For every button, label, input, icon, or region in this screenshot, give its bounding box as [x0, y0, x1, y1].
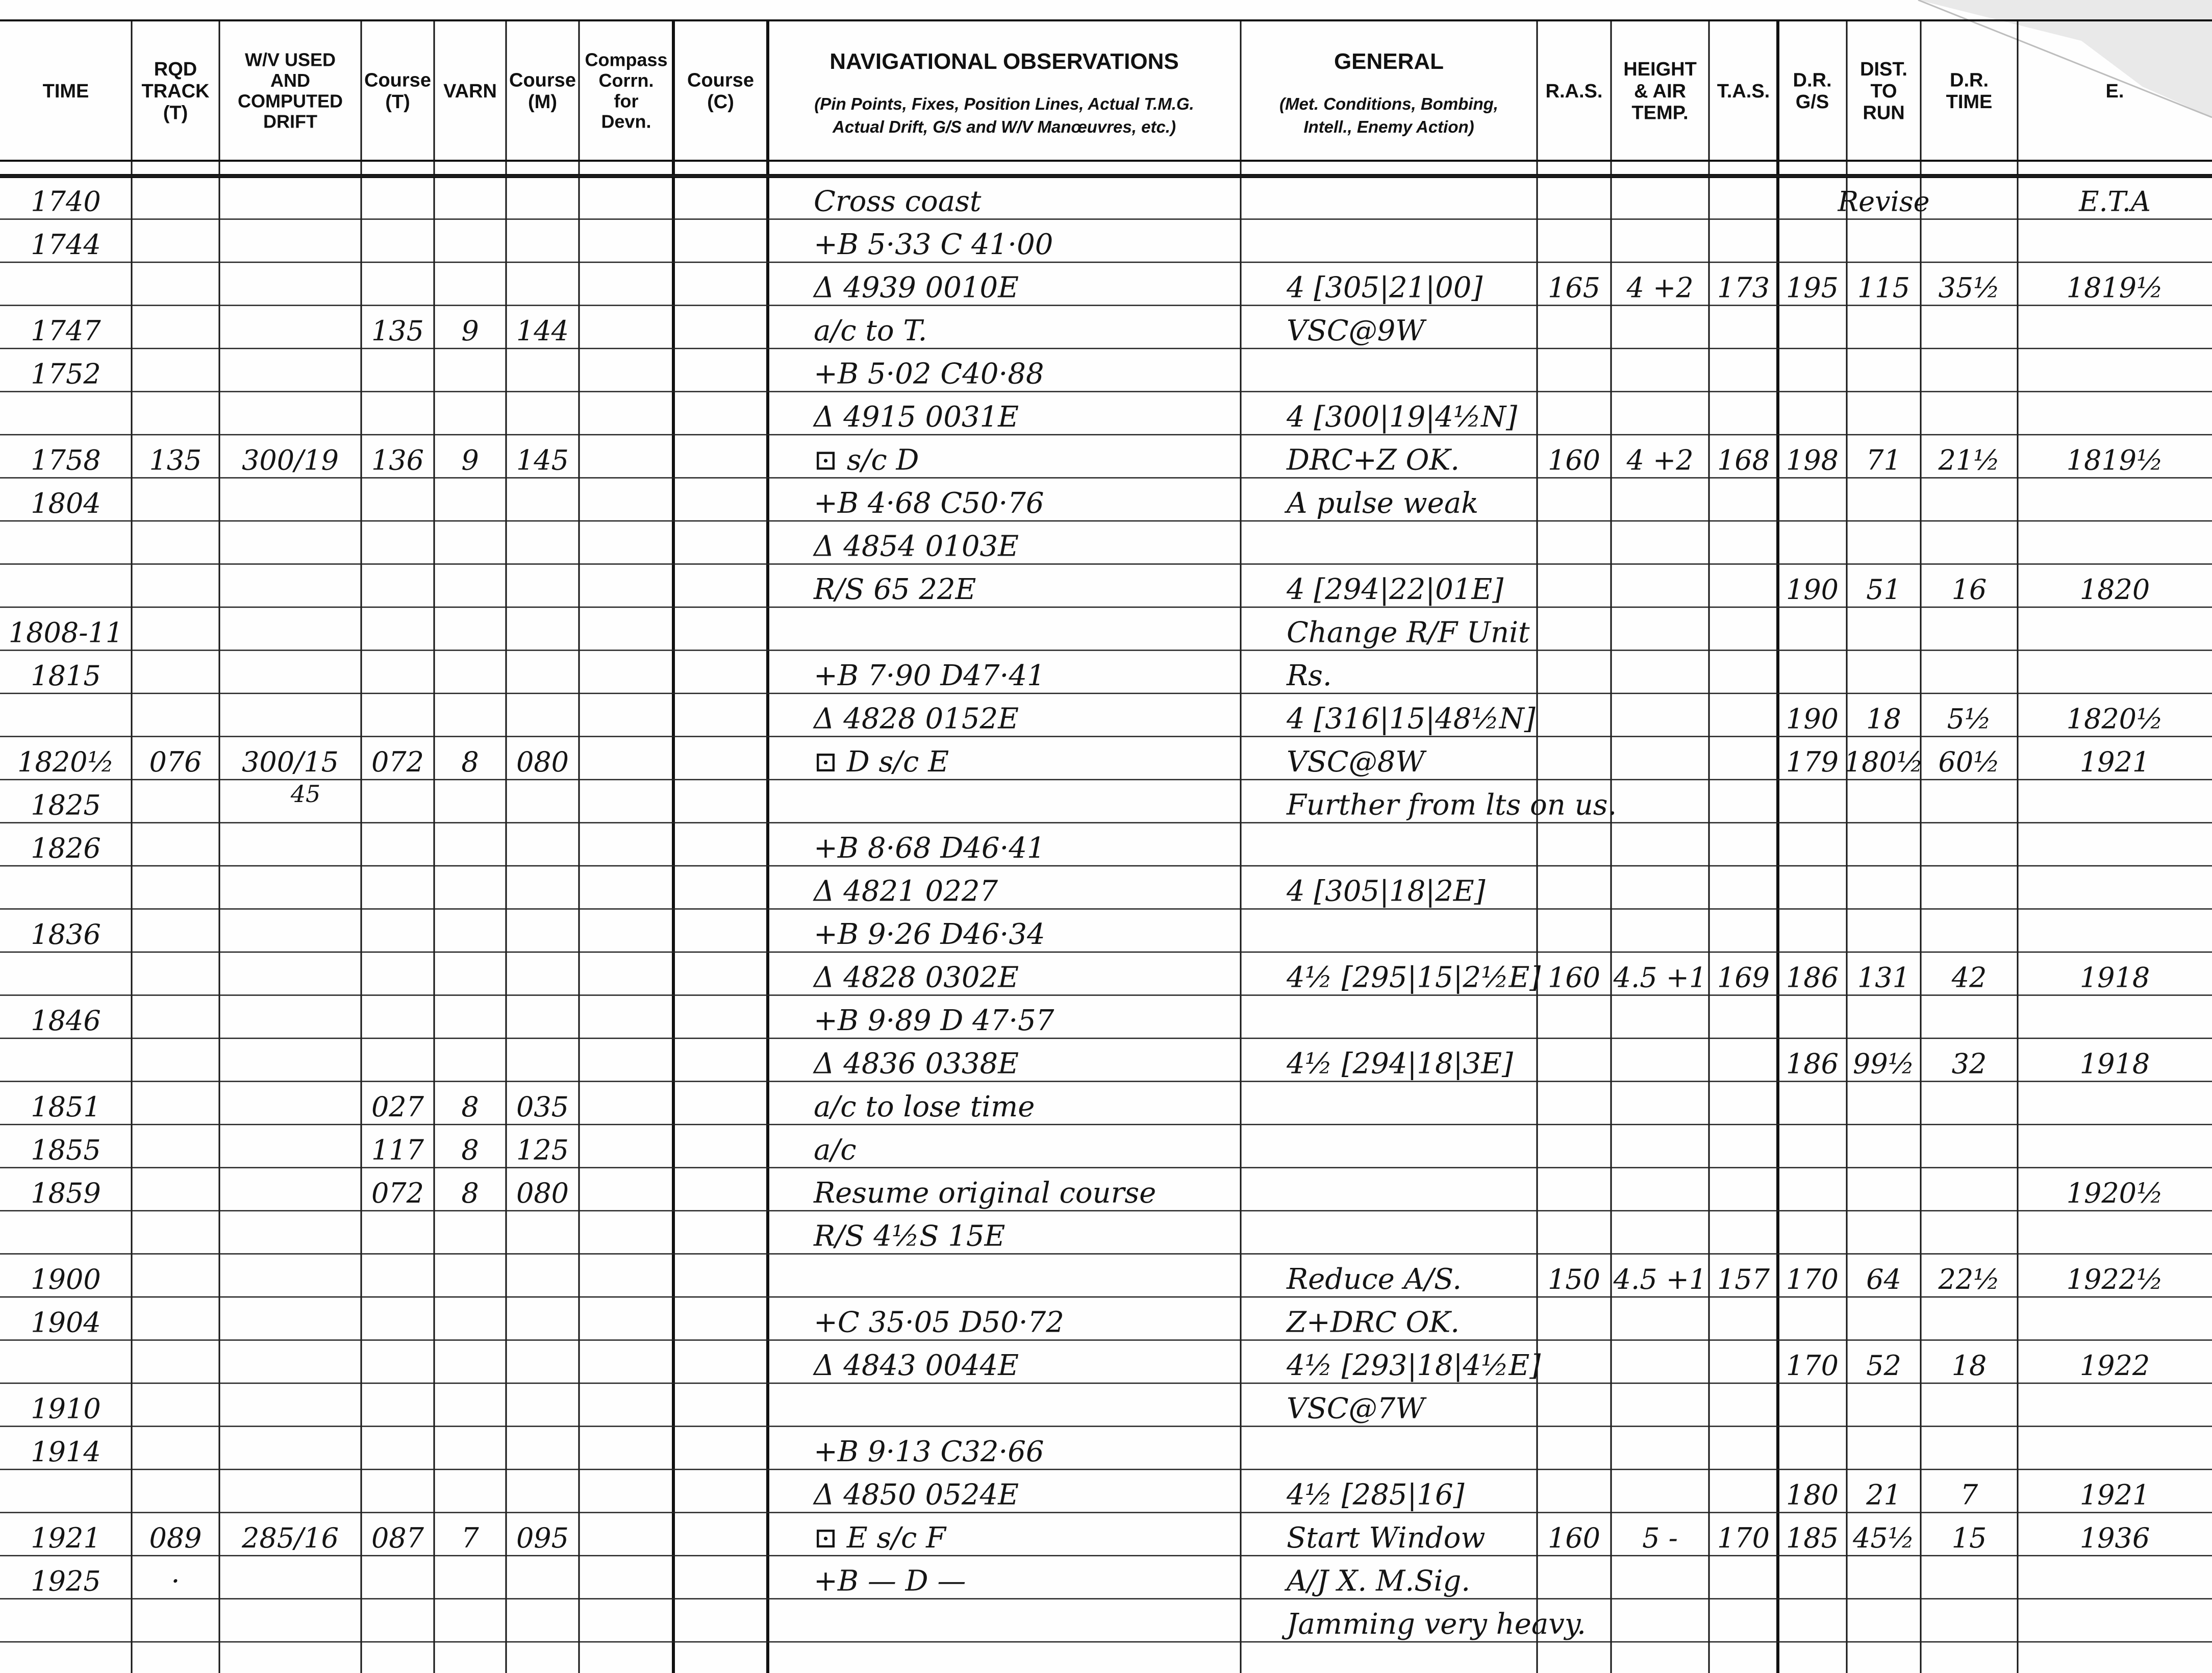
entry-dr_time: 5½ — [1947, 703, 1992, 735]
entry-course_m: 095 — [516, 1522, 569, 1554]
entry-drgs: 185 — [1786, 1522, 1839, 1554]
entry-wv: 300/19 — [242, 444, 339, 477]
entry-time: 1925 — [31, 1565, 101, 1597]
entry-drgs: 190 — [1786, 703, 1839, 735]
entry-varn: 8 — [461, 1134, 479, 1166]
entry-nav: Δ 4915 0031E — [814, 401, 1019, 434]
entry-height: 5 - — [1642, 1522, 1678, 1554]
entry-nav: +B 5·33 C 41·00 — [814, 228, 1053, 261]
entry-time: 1804 — [31, 487, 101, 519]
header-wv: W/V USED — [244, 49, 336, 70]
entry-gen: 4½ [293|18|4½E] — [1287, 1349, 1541, 1382]
entry-drgs: 180 — [1786, 1479, 1839, 1511]
header-nav-subtitle: (Pin Points, Fixes, Position Lines, Actual T.M.G. — [814, 94, 1194, 113]
entry-gen: Z+DRC OK. — [1287, 1306, 1460, 1339]
entry-time: 1825 — [31, 789, 101, 821]
header-drgs: G/S — [1795, 91, 1829, 113]
entry-eta: 1921 — [2079, 1479, 2150, 1511]
entry-eta: 1918 — [2079, 961, 2150, 994]
entry-eta: 1936 — [2079, 1522, 2150, 1554]
entry-dist: 99½ — [1852, 1047, 1915, 1080]
entry-nav: Δ 4828 0302E — [814, 961, 1019, 994]
header-rqd: TRACK — [141, 80, 210, 102]
entry-drgs: 179 — [1786, 746, 1839, 778]
entry-gen: VSC@7W — [1287, 1392, 1425, 1426]
entry-drgs: 170 — [1786, 1350, 1839, 1382]
header-dr_time: TIME — [1946, 91, 1993, 113]
entry-height: 4.5 +1 — [1613, 1263, 1707, 1295]
entry-course_t: 087 — [371, 1522, 424, 1554]
entry-height: 4 +2 — [1626, 271, 1694, 304]
entry-time: 1851 — [31, 1091, 101, 1123]
entry-nav: Δ 4821 0227 — [814, 875, 998, 908]
entry-nav: Δ 4850 0524E — [814, 1478, 1019, 1512]
entry-nav: a/c to lose time — [814, 1090, 1035, 1123]
entry-varn: 7 — [461, 1522, 479, 1554]
entry-course_m: 145 — [516, 444, 569, 477]
entry-height: 4.5 +1 — [1613, 961, 1707, 994]
entry-gen: Rs. — [1287, 659, 1332, 692]
entry-course_t: 072 — [371, 746, 424, 778]
entry-course_m: 144 — [516, 315, 569, 347]
entry-dist: 52 — [1866, 1350, 1901, 1382]
entry-eta: 1819½ — [2066, 444, 2164, 477]
entry-nav: ⊡ s/c D — [814, 443, 919, 477]
header-dist: RUN — [1863, 102, 1905, 124]
entry-dr_time: 21½ — [1938, 444, 2000, 477]
entry-tas: 168 — [1717, 444, 1770, 477]
header-compass: Compass — [585, 49, 668, 70]
entry-time: 1747 — [31, 315, 101, 347]
entry-time: 1859 — [31, 1177, 101, 1209]
entry-time: 1808-11 — [8, 616, 123, 649]
entry-drgs: 190 — [1786, 573, 1839, 606]
entry-varn: 9 — [461, 444, 479, 477]
entry-gen: 4 [294|22|01E] — [1287, 573, 1504, 606]
header-gen-subtitle: (Met. Conditions, Bombing, — [1279, 94, 1498, 113]
entry-time: 1820½ — [17, 746, 114, 778]
entry-dist: 180½ — [1844, 746, 1924, 778]
header-nav-title: NAVIGATIONAL OBSERVATIONS — [830, 49, 1179, 74]
entry-dist: 64 — [1866, 1263, 1901, 1295]
entry-gen: A/J X. M.Sig. — [1287, 1564, 1471, 1598]
entry-eta: 1918 — [2079, 1047, 2150, 1080]
header-nav-subtitle: Actual Drift, G/S and W/V Manœuvres, etc.) — [833, 117, 1176, 136]
entry-gen: 4½ [295|15|2½E] — [1287, 961, 1541, 994]
entry-dr_time: 35½ — [1938, 271, 2000, 304]
entry-course_m: 080 — [516, 1177, 569, 1209]
entry-nav: +B 9·89 D 47·57 — [814, 1004, 1054, 1037]
entry-course_t: 135 — [371, 315, 424, 347]
entry-time: 1758 — [31, 444, 101, 477]
entry-nav: +B 5·02 C40·88 — [814, 357, 1044, 391]
entry-varn: 9 — [461, 315, 479, 347]
entry-course_m: 035 — [516, 1091, 569, 1123]
header-rqd: RQD — [154, 59, 197, 81]
header-height: HEIGHT — [1623, 59, 1697, 81]
entry-ras: 160 — [1547, 961, 1601, 994]
entry-course_t: 136 — [371, 444, 424, 477]
entry-eta: 1922 — [2079, 1350, 2150, 1382]
entry-height: 4 +2 — [1626, 444, 1694, 477]
entry-nav: +B 7·90 D47·41 — [814, 659, 1045, 692]
entry-dr_time: 7 — [1960, 1479, 1978, 1511]
entry-nav: +C 35·05 D50·72 — [814, 1306, 1064, 1339]
entry-tas: 170 — [1717, 1522, 1770, 1554]
entry-dr_time: 60½ — [1938, 746, 2000, 778]
header-wv: COMPUTED — [238, 90, 343, 112]
entry-eta: 1820 — [2079, 573, 2150, 606]
entry-nav: +B 4·68 C50·76 — [814, 487, 1044, 520]
entry-time: 1910 — [31, 1392, 101, 1425]
entry-ras: 165 — [1547, 271, 1601, 304]
entry-rqd: · — [171, 1565, 180, 1597]
entry-nav: Δ 4828 0152E — [814, 702, 1019, 736]
header-course_t: (T) — [385, 91, 410, 113]
header-height: & AIR — [1633, 80, 1687, 102]
header-tas: T.A.S. — [1717, 80, 1770, 102]
entry-time: 1904 — [31, 1306, 101, 1339]
entry-nav: ⊡ D s/c E — [814, 745, 949, 779]
header-drgs: D.R. — [1793, 69, 1832, 91]
entry-dr_time: 18 — [1951, 1350, 1987, 1382]
entry-nav: a/c — [814, 1133, 857, 1167]
entry-rqd: 089 — [149, 1522, 202, 1554]
entry-course_t: 117 — [371, 1134, 424, 1166]
entry-drgs: 186 — [1786, 961, 1839, 994]
entry-course_t: 027 — [371, 1091, 424, 1123]
entry-nav: +B 8·68 D46·41 — [814, 832, 1045, 865]
entry-time: 1900 — [31, 1263, 101, 1295]
entry-nav: Resume original course — [814, 1177, 1157, 1210]
entry-nav: R/S 4½S 15E — [814, 1219, 1006, 1253]
entry-tas: 173 — [1717, 271, 1770, 304]
entry-eta: E.T.A — [2079, 185, 2151, 218]
entry-time: 1846 — [31, 1005, 101, 1037]
header-varn: VARN — [443, 80, 497, 102]
header-height: TEMP. — [1631, 102, 1689, 124]
entry-dist: 45½ — [1852, 1522, 1915, 1554]
entry-time: 1914 — [31, 1436, 101, 1468]
entry-nav: Δ 4836 0338E — [814, 1047, 1019, 1081]
entry-dist: 115 — [1857, 271, 1911, 304]
header-dr_time: D.R. — [1950, 69, 1989, 91]
entry-wv: 300/15 — [242, 746, 339, 778]
entry-eta: 1922½ — [2066, 1263, 2164, 1295]
entry-dr_time: 42 — [1951, 961, 1987, 994]
entry-dr_time: 16 — [1951, 573, 1987, 606]
entry-nav: Δ 4854 0103E — [814, 530, 1019, 563]
entry-drgs: 195 — [1786, 271, 1839, 304]
header-course_m: (M) — [528, 91, 557, 113]
entry-gen: VSC@9W — [1287, 314, 1425, 347]
header-gen-title: GENERAL — [1334, 49, 1444, 74]
entry-ras: 160 — [1547, 444, 1601, 477]
entry-time: 1752 — [31, 358, 101, 390]
entry-rqd: 076 — [149, 746, 202, 778]
entry-course_m: 080 — [516, 746, 569, 778]
header-compass: for — [614, 90, 639, 112]
entry-nav: Δ 4939 0010E — [814, 271, 1019, 305]
entry-eta: 1920½ — [2066, 1177, 2164, 1209]
entry-varn: 8 — [461, 746, 479, 778]
entry-ras: 160 — [1547, 1522, 1601, 1554]
entry-nav: a/c to T. — [814, 314, 927, 347]
entry-eta: 1820½ — [2066, 703, 2164, 735]
header-compass: Corrn. — [598, 69, 654, 91]
entry-nav: +B — D — — [814, 1564, 966, 1598]
header-dist: TO — [1870, 80, 1897, 102]
entry-dr_time: 15 — [1951, 1522, 1987, 1554]
header-compass: Devn. — [601, 111, 651, 132]
entry-dr_time: 32 — [1951, 1047, 1987, 1080]
header-course_t: Course — [364, 69, 431, 91]
entry-nav: ⊡ E s/c F — [814, 1521, 946, 1555]
entry-gen: Jamming very heavy. — [1287, 1608, 1586, 1641]
entry-time: 1740 — [31, 185, 101, 218]
entry-drgs: 198 — [1786, 444, 1839, 477]
entry-dr_time: 22½ — [1938, 1263, 2000, 1295]
entry-gen: Change R/F Unit — [1287, 616, 1530, 650]
entry-dist: 18 — [1866, 703, 1901, 735]
entry-dist: 71 — [1866, 444, 1901, 477]
entry-gen: 4 [305|21|00] — [1287, 271, 1483, 305]
entry-time: 1855 — [31, 1134, 101, 1166]
header-eta: E. — [2105, 80, 2124, 102]
header-ras: R.A.S. — [1545, 80, 1603, 102]
entry-time: 1836 — [31, 918, 101, 951]
header-course_m: Course — [509, 69, 576, 91]
header-wv: DRIFT — [263, 111, 317, 132]
entry-nav: R/S 65 22E — [814, 573, 976, 606]
entry-course_m: 125 — [516, 1134, 569, 1166]
header-time: TIME — [42, 80, 89, 102]
entry-drgs: 186 — [1786, 1047, 1839, 1080]
header-wv: AND — [270, 69, 310, 91]
entry-time: 1826 — [31, 832, 101, 864]
entry-tas: 169 — [1717, 961, 1770, 994]
entry-gen: 4 [300|19|4½N] — [1287, 401, 1517, 434]
entry-gen: VSC@8W — [1287, 745, 1425, 779]
entry-nav: Δ 4843 0044E — [814, 1349, 1019, 1382]
entry-gen: 4½ [294|18|3E] — [1287, 1047, 1513, 1081]
entry-nav: +B 9·13 C32·66 — [814, 1435, 1044, 1468]
entry-drgs: 170 — [1786, 1263, 1839, 1295]
entry-gen: Start Window — [1287, 1521, 1486, 1555]
entry-time: 1744 — [31, 229, 101, 261]
entry-eta: 1921 — [2079, 746, 2150, 778]
entry-dist: 131 — [1857, 961, 1911, 994]
entry-dist: Revise — [1838, 185, 1930, 218]
entry-dist: 21 — [1866, 1479, 1901, 1511]
entry-wv: 285/16 — [242, 1522, 339, 1554]
entry-gen: Further from lts on us. — [1287, 788, 1617, 822]
entry-eta: 1819½ — [2066, 271, 2164, 304]
entry-time: 1921 — [31, 1522, 101, 1554]
entry-dist: 51 — [1866, 573, 1901, 606]
entry-nav: +B 9·26 D46·34 — [814, 918, 1045, 951]
header-dist: DIST. — [1860, 59, 1907, 81]
header-gen-subtitle: Intell., Enemy Action) — [1303, 117, 1474, 136]
entry-gen: 4½ [285|16] — [1287, 1478, 1465, 1512]
entry-gen: 4 [305|18|2E] — [1287, 875, 1486, 908]
entry-gen: 4 [316|15|48½N] — [1287, 702, 1536, 736]
entry-rqd: 135 — [149, 444, 202, 477]
entry-varn: 8 — [461, 1091, 479, 1123]
entry-gen: DRC+Z OK. — [1287, 443, 1460, 477]
entry-varn: 8 — [461, 1177, 479, 1209]
entry-nav: Cross coast — [814, 185, 982, 218]
entry-course_t: 072 — [371, 1177, 424, 1209]
entry-wv-drift: 45 — [290, 780, 321, 808]
entry-gen: A pulse weak — [1287, 487, 1479, 520]
header-course_c: Course — [687, 69, 754, 91]
header-rqd: (T) — [163, 102, 188, 124]
entry-tas: 157 — [1717, 1263, 1770, 1295]
entry-ras: 150 — [1547, 1263, 1601, 1295]
entry-time: 1815 — [31, 660, 101, 692]
header-course_c: (C) — [707, 91, 734, 113]
entry-gen: Reduce A/S. — [1287, 1263, 1462, 1296]
